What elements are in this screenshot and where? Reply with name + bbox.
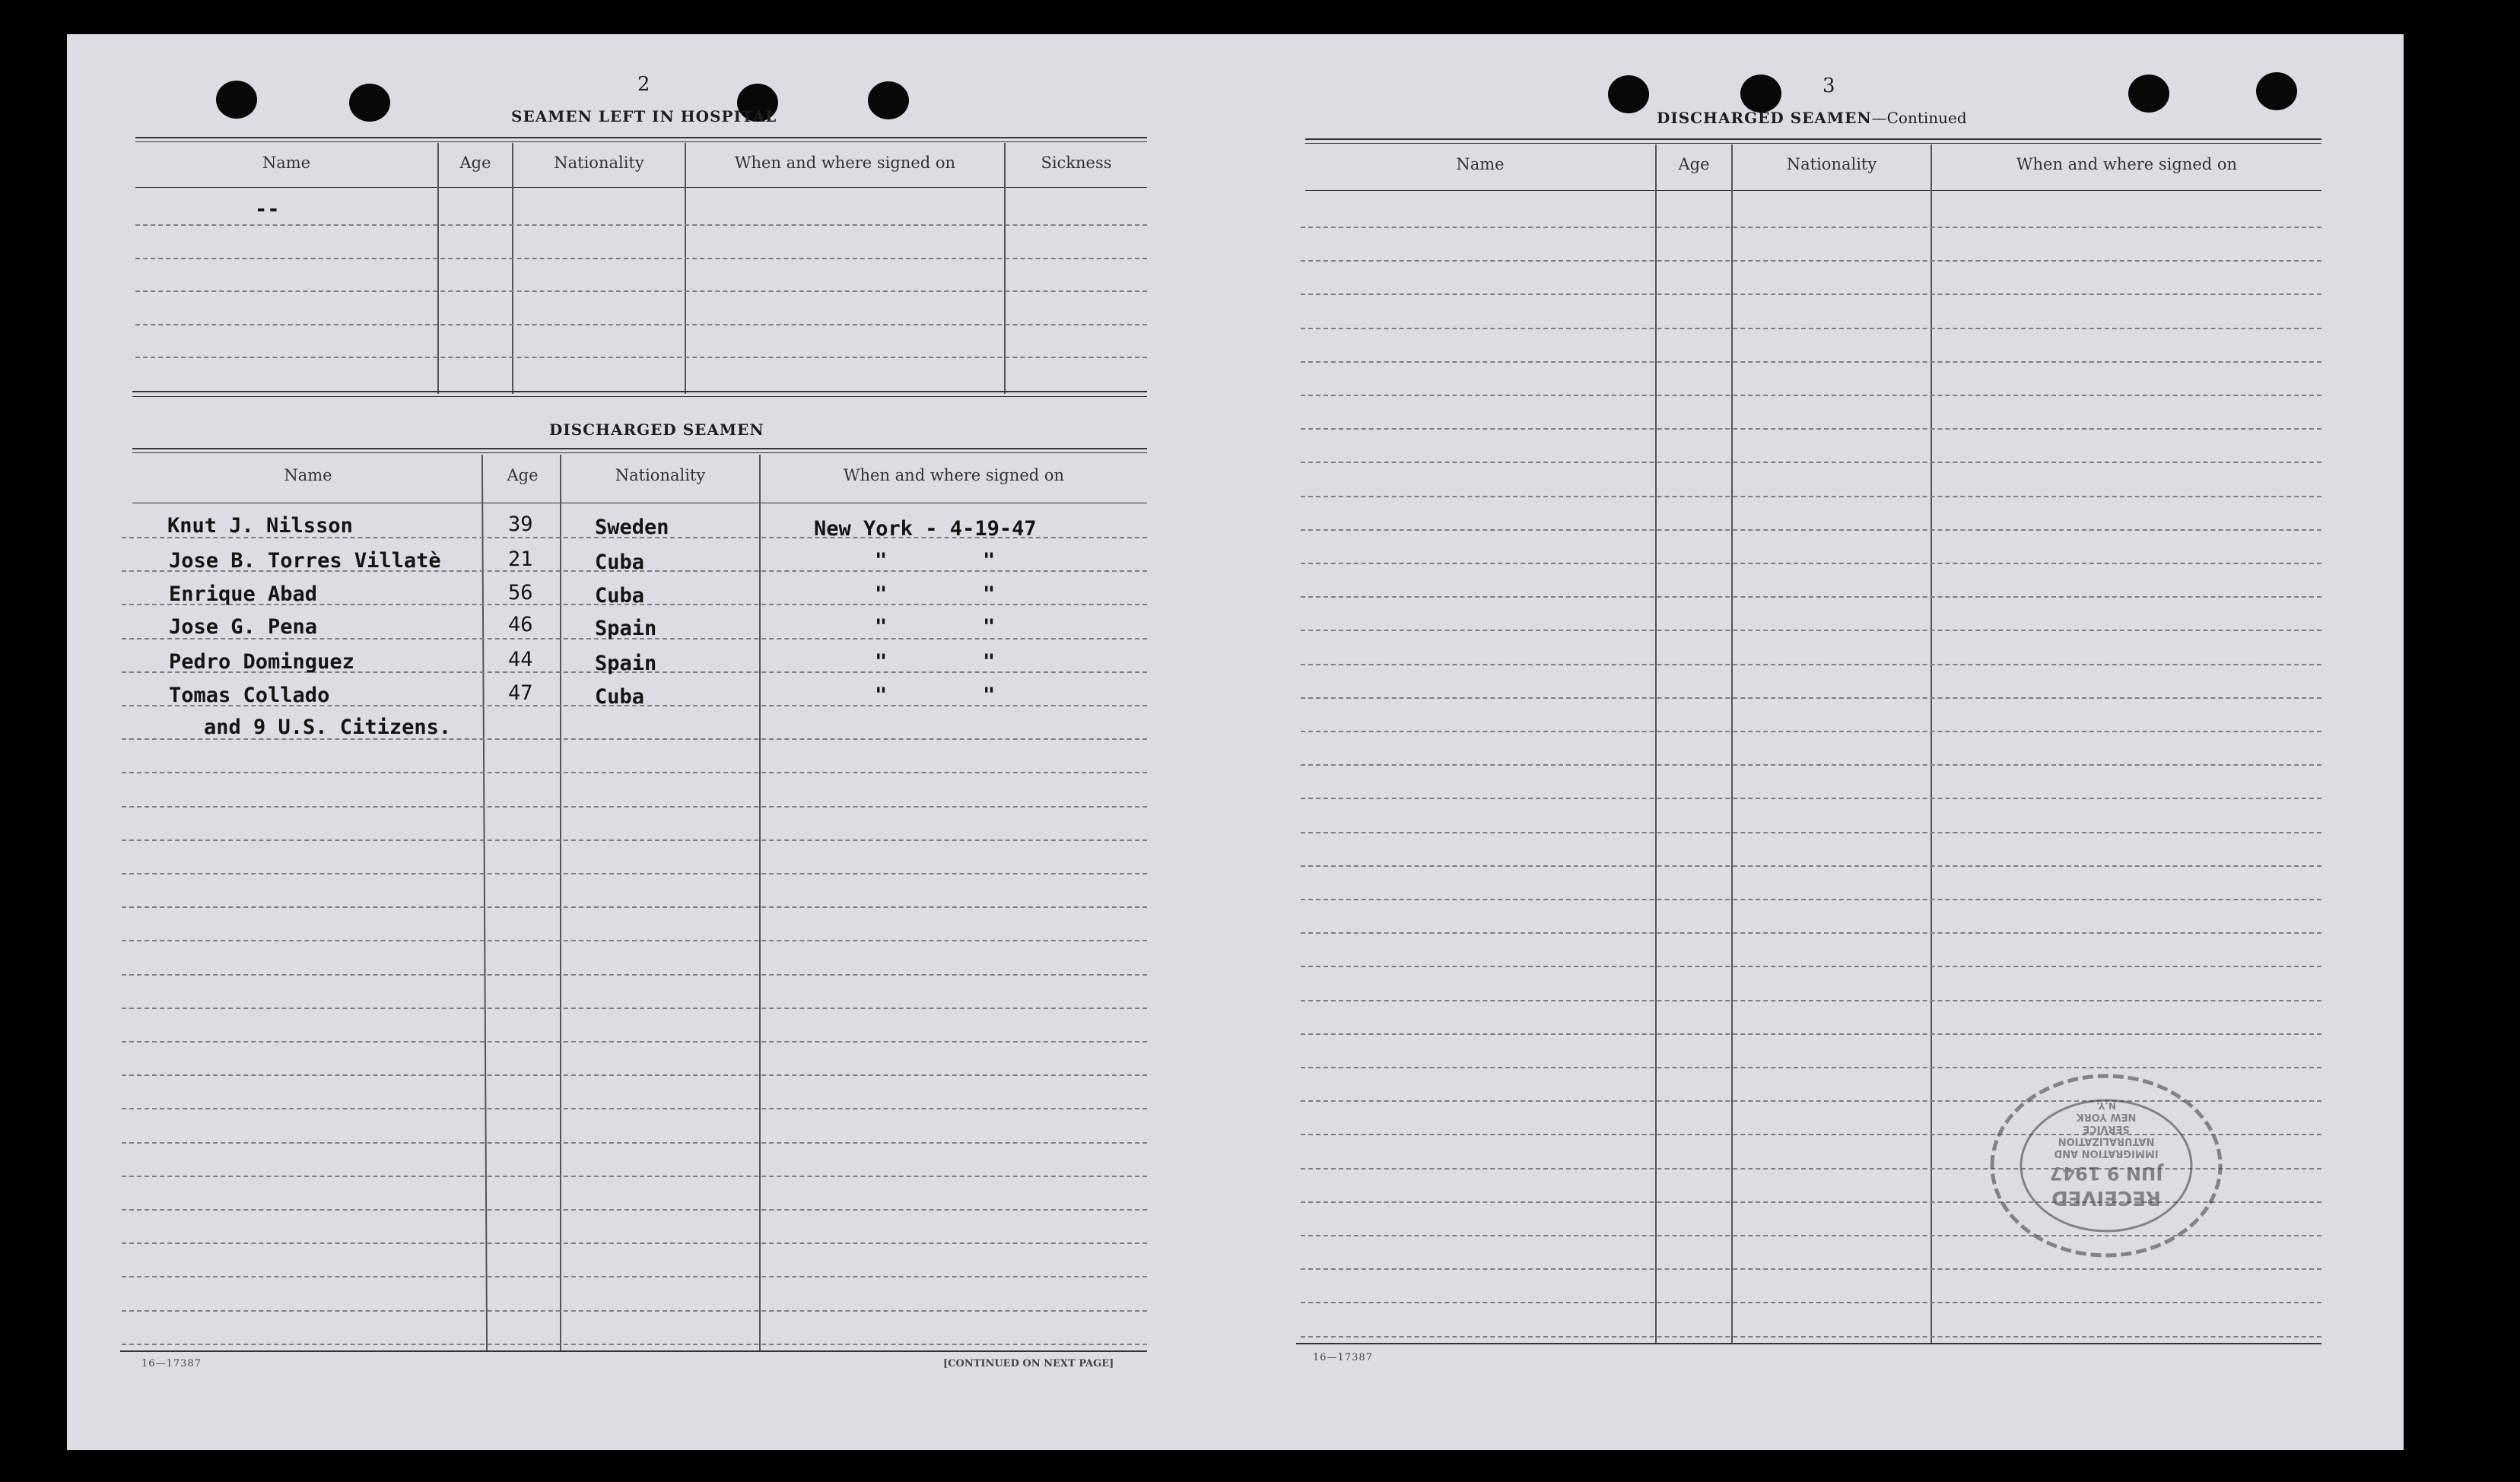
punch-hole-8 bbox=[2256, 72, 2297, 110]
ledger-rule bbox=[1301, 395, 2321, 396]
row-5-nationality: Spain bbox=[595, 652, 657, 675]
ledger-rule bbox=[1301, 832, 2321, 833]
right-header-top-rule-2 bbox=[1305, 143, 2321, 144]
discharged-divider-2 bbox=[560, 455, 561, 1350]
ledger-rule bbox=[1301, 227, 2321, 228]
ledger-rule bbox=[1301, 798, 2321, 799]
punch-hole-5 bbox=[1608, 75, 1649, 113]
right-divider-3 bbox=[1931, 144, 1932, 1344]
ledger-rule bbox=[1301, 764, 2321, 766]
ledger-rule bbox=[122, 906, 1147, 908]
discharged-note: and 9 U.S. Citizens. bbox=[204, 716, 452, 739]
right-col-age: Age bbox=[1678, 155, 1710, 173]
row-2-name: Jose B. Torres Villatè bbox=[169, 549, 441, 573]
ledger-rule bbox=[1301, 932, 2321, 934]
right-divider-2 bbox=[1731, 144, 1733, 1344]
discharged-header-top-rule bbox=[132, 448, 1147, 449]
ledger-rule bbox=[122, 1176, 1147, 1177]
discharged-col-name: Name bbox=[284, 466, 332, 484]
hospital-col-signed-on: When and where signed on bbox=[734, 154, 956, 172]
stamp-line-4: NATURALIZATION bbox=[2058, 1135, 2155, 1147]
ledger-rule bbox=[122, 1344, 1147, 1345]
ledger-rule bbox=[1301, 1033, 2321, 1035]
ledger-rule bbox=[122, 772, 1147, 773]
ledger-rule bbox=[122, 873, 1147, 874]
row-3-name: Enrique Abad bbox=[169, 582, 318, 606]
ledger-rule bbox=[122, 1242, 1147, 1244]
row-3-ditto-1: " bbox=[875, 582, 888, 606]
row-5-ditto-2: " bbox=[983, 650, 996, 674]
stamp-line-5: SERVICE bbox=[2083, 1123, 2130, 1135]
hospital-section-title: SEAMEN LEFT IN HOSPITAL bbox=[511, 107, 777, 125]
discharged-col-nationality: Nationality bbox=[615, 466, 706, 484]
hospital-col-name: Name bbox=[262, 154, 311, 172]
right-header-bottom-rule bbox=[1305, 190, 2321, 191]
right-col-name: Name bbox=[1456, 155, 1505, 173]
ledger-rule bbox=[1301, 294, 2321, 295]
discharged-col-age: Age bbox=[507, 466, 539, 484]
continued-note: [CONTINUED ON NEXT PAGE] bbox=[943, 1358, 1114, 1369]
stamp-line-3: IMMIGRATION AND bbox=[2054, 1147, 2159, 1159]
ledger-rule bbox=[122, 1209, 1147, 1211]
ledger-rule bbox=[122, 1041, 1147, 1042]
hospital-header-bottom-rule bbox=[135, 187, 1147, 188]
ledger-rule bbox=[1301, 1000, 2321, 1001]
ledger-rule bbox=[1301, 731, 2321, 732]
ledger-rule bbox=[1301, 899, 2321, 900]
row-4-nationality: Spain bbox=[595, 617, 657, 640]
row-6-age: 47 bbox=[508, 681, 533, 705]
ledger-rule bbox=[1301, 361, 2321, 363]
row-2-age: 21 bbox=[508, 547, 533, 571]
ledger-rule bbox=[1301, 966, 2321, 967]
ledger-rule bbox=[122, 1074, 1147, 1076]
row-2-ditto-2: " bbox=[983, 549, 996, 573]
row-3-ditto-2: " bbox=[983, 582, 996, 606]
stamp-line-1: RECEIVED bbox=[2051, 1186, 2161, 1209]
row-5-ditto-1: " bbox=[875, 650, 888, 674]
discharged-section-title: DISCHARGED SEAMEN bbox=[549, 420, 764, 439]
hospital-row-rule bbox=[135, 224, 1147, 226]
left-form-number: 16—17387 bbox=[141, 1358, 202, 1369]
right-form-number: 16—17387 bbox=[1313, 1352, 1373, 1363]
row-2-nationality: Cuba bbox=[595, 551, 645, 574]
row-6-name: Tomas Collado bbox=[169, 684, 330, 707]
ledger-rule bbox=[1301, 428, 2321, 430]
row-1-name: Knut J. Nilsson bbox=[167, 514, 353, 538]
ledger-rule bbox=[1301, 563, 2321, 564]
hospital-col-sickness: Sickness bbox=[1041, 154, 1112, 172]
right-section-title-main: DISCHARGED SEAMEN bbox=[1657, 109, 1872, 127]
ledger-rule bbox=[1301, 1336, 2321, 1338]
row-3-age: 56 bbox=[508, 581, 533, 605]
row-4-name: Jose G. Pena bbox=[169, 615, 318, 639]
ledger-rule bbox=[122, 1008, 1147, 1009]
right-page-bottom-rule bbox=[1296, 1343, 2321, 1344]
stamp-line-2: JUN 9 1947 bbox=[2049, 1163, 2163, 1184]
ledger-rule bbox=[122, 839, 1147, 841]
page-number-left: 2 bbox=[637, 73, 650, 96]
right-section-title-sub: —Continued bbox=[1871, 109, 1967, 127]
ledger-rule bbox=[122, 1276, 1147, 1277]
punch-hole-7 bbox=[2128, 75, 2169, 113]
hospital-row-rule bbox=[135, 290, 1147, 292]
right-col-nationality: Nationality bbox=[1786, 155, 1877, 173]
row-3-nationality: Cuba bbox=[595, 584, 645, 608]
ledger-rule bbox=[1301, 462, 2321, 463]
row-4-ditto-1: " bbox=[875, 615, 888, 639]
ledger-rule bbox=[122, 940, 1147, 941]
ledger-rule bbox=[122, 806, 1147, 808]
ledger-rule bbox=[1301, 1268, 2321, 1270]
ledger-rule bbox=[122, 1310, 1147, 1312]
ledger-rule bbox=[1301, 529, 2321, 531]
ledger-rule bbox=[122, 974, 1147, 976]
punch-hole-1 bbox=[216, 81, 257, 119]
punch-hole-2 bbox=[349, 84, 390, 122]
hospital-header-top-rule bbox=[135, 137, 1147, 138]
row-4-age: 46 bbox=[508, 613, 533, 636]
discharged-divider-3 bbox=[759, 455, 761, 1350]
ledger-rule bbox=[1301, 865, 2321, 867]
hospital-entry: -- bbox=[255, 198, 280, 221]
punch-hole-6 bbox=[1740, 75, 1781, 113]
right-divider-1 bbox=[1655, 144, 1657, 1344]
ledger-rule bbox=[1301, 664, 2321, 665]
row-6-ditto-2: " bbox=[983, 684, 996, 707]
punch-hole-4 bbox=[868, 81, 909, 119]
left-page-bottom-rule bbox=[120, 1350, 1147, 1352]
row-4-ditto-2: " bbox=[983, 615, 996, 639]
ledger-rule bbox=[1301, 596, 2321, 598]
ledger-rule bbox=[1301, 697, 2321, 699]
received-stamp bbox=[1981, 1065, 2232, 1267]
ledger-rule bbox=[1301, 260, 2321, 262]
discharged-header-top-rule-2 bbox=[132, 452, 1147, 453]
hospital-row-rule bbox=[135, 324, 1147, 325]
hospital-row-rule bbox=[135, 357, 1147, 358]
stamp-line-6: NEW YORK bbox=[2076, 1111, 2137, 1122]
row-5-name: Pedro Dominguez bbox=[169, 650, 354, 674]
page-number-right: 3 bbox=[1822, 75, 1835, 97]
ledger-rule bbox=[122, 1142, 1147, 1144]
hospital-bottom-rule bbox=[132, 391, 1147, 392]
ledger-rule bbox=[1301, 1302, 2321, 1303]
row-6-ditto-1: " bbox=[875, 684, 888, 707]
ledger-rule bbox=[122, 1108, 1147, 1109]
discharged-col-signed-on: When and where signed on bbox=[843, 466, 1065, 484]
hospital-bottom-rule-2 bbox=[132, 396, 1147, 397]
right-section-title bbox=[1657, 109, 1967, 127]
right-col-signed-on: When and where signed on bbox=[2016, 155, 2238, 173]
ledger-rule bbox=[1301, 630, 2321, 631]
ledger-rule bbox=[1301, 496, 2321, 497]
hospital-col-age: Age bbox=[459, 154, 491, 172]
hospital-row-rule bbox=[135, 258, 1147, 259]
ledger-rule bbox=[1301, 328, 2321, 329]
row-1-nationality: Sweden bbox=[595, 516, 669, 539]
row-6-nationality: Cuba bbox=[595, 685, 645, 709]
row-1-signed-on: New York - 4-19-47 bbox=[814, 517, 1037, 541]
stamp-line-7: N.Y. bbox=[2096, 1100, 2116, 1111]
row-1-age: 39 bbox=[508, 513, 533, 536]
hospital-col-nationality: Nationality bbox=[554, 154, 644, 172]
hospital-header-top-rule-2 bbox=[135, 141, 1147, 142]
right-header-top-rule bbox=[1305, 138, 2321, 140]
row-5-age: 44 bbox=[508, 648, 533, 671]
row-2-ditto-1: " bbox=[875, 549, 888, 573]
